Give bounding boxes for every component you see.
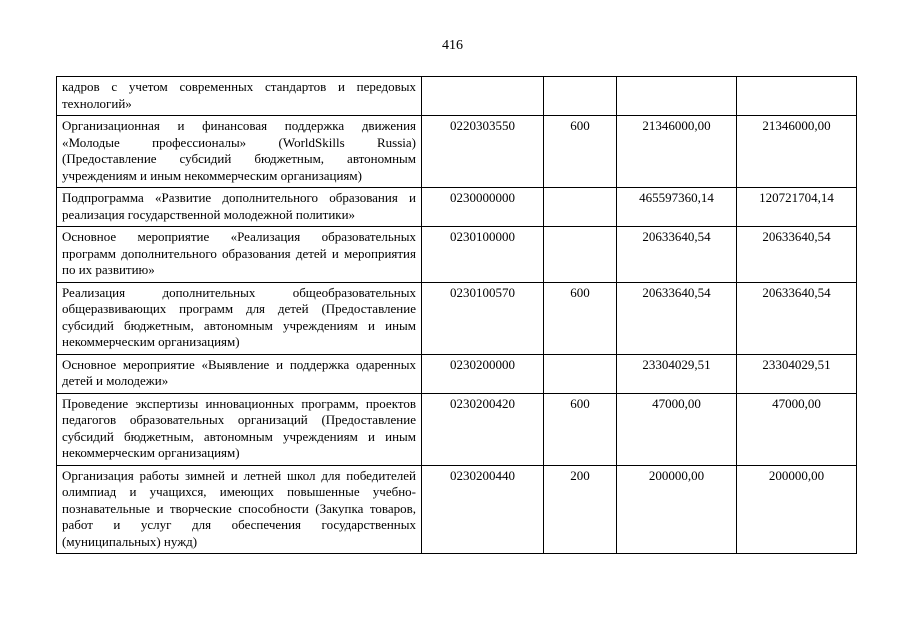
row-amount-1: 47000,00 bbox=[617, 393, 737, 465]
row-amount-2: 20633640,54 bbox=[737, 227, 857, 283]
row-expense-type bbox=[544, 188, 617, 227]
row-expense-type bbox=[544, 354, 617, 393]
table-row bbox=[57, 465, 857, 554]
row-description: Организационная и финансовая поддержка движения «Молодые профессионалы» (WorldSkills Russia) (Предоставление субсидий бюджетным, автономным учреждениям и иным некоммерческим организациям) bbox=[57, 116, 422, 188]
row-code: 0230200420 bbox=[422, 393, 544, 465]
row-description: Подпрограмма «Развитие дополнительного образования и реализация государственной молодежной политики» bbox=[57, 188, 422, 227]
row-description: Основное мероприятие «Реализация образовательных программ дополнительного образования детей и мероприятия по их развитию» bbox=[57, 227, 422, 283]
row-description: Реализация дополнительных общеобразовательных общеразвивающих программ для детей (Предоставление субсидий бюджетным, автономным учреждениям и иным некоммерческим организациям) bbox=[57, 282, 422, 354]
budget-table bbox=[56, 76, 857, 554]
row-description: Организация работы зимней и летней школ для победителей олимпиад и учащихся, имеющих повышенные учебно-познавательные и творческие способности (Закупка товаров, работ и услуг для обеспечения государственных (муниципальных) нужд) bbox=[57, 465, 422, 554]
table-row bbox=[57, 77, 857, 116]
row-expense-type bbox=[544, 227, 617, 283]
row-amount-1: 23304029,51 bbox=[617, 354, 737, 393]
row-amount-1: 21346000,00 bbox=[617, 116, 737, 188]
row-code: 0230100570 bbox=[422, 282, 544, 354]
row-amount-2: 200000,00 bbox=[737, 465, 857, 554]
row-expense-type: 600 bbox=[544, 116, 617, 188]
row-description: Проведение экспертизы инновационных программ, проектов педагогов образовательных организаций (Предоставление субсидий бюджетным, автономным учреждениям и иным некоммерческим организациям) bbox=[57, 393, 422, 465]
table-row bbox=[57, 227, 857, 283]
row-expense-type: 200 bbox=[544, 465, 617, 554]
row-amount-2 bbox=[737, 77, 857, 116]
table-row bbox=[57, 393, 857, 465]
row-code: 0230200440 bbox=[422, 465, 544, 554]
row-amount-1: 20633640,54 bbox=[617, 227, 737, 283]
row-amount-2: 21346000,00 bbox=[737, 116, 857, 188]
row-amount-2: 47000,00 bbox=[737, 393, 857, 465]
row-amount-2: 23304029,51 bbox=[737, 354, 857, 393]
row-code bbox=[422, 77, 544, 116]
row-amount-1: 200000,00 bbox=[617, 465, 737, 554]
table-row bbox=[57, 116, 857, 188]
row-description: Основное мероприятие «Выявление и поддержка одаренных детей и молодежи» bbox=[57, 354, 422, 393]
row-code: 0230200000 bbox=[422, 354, 544, 393]
row-amount-1: 465597360,14 bbox=[617, 188, 737, 227]
row-code: 0220303550 bbox=[422, 116, 544, 188]
row-code: 0230100000 bbox=[422, 227, 544, 283]
table-row bbox=[57, 188, 857, 227]
row-amount-2: 20633640,54 bbox=[737, 282, 857, 354]
table-row bbox=[57, 354, 857, 393]
row-expense-type: 600 bbox=[544, 282, 617, 354]
row-code: 0230000000 bbox=[422, 188, 544, 227]
row-amount-1: 20633640,54 bbox=[617, 282, 737, 354]
page-number: 416 bbox=[442, 38, 463, 53]
table-row bbox=[57, 282, 857, 354]
row-amount-1 bbox=[617, 77, 737, 116]
row-expense-type: 600 bbox=[544, 393, 617, 465]
row-amount-2: 120721704,14 bbox=[737, 188, 857, 227]
row-description: кадров с учетом современных стандартов и передовых технологий» bbox=[57, 77, 422, 116]
row-expense-type bbox=[544, 77, 617, 116]
